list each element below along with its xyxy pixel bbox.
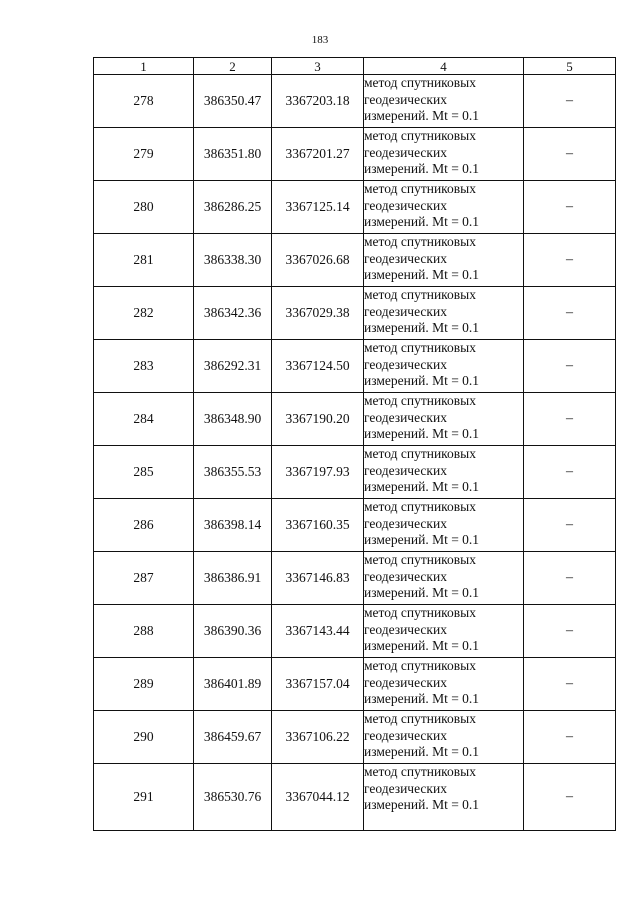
column-5-cell: –	[524, 764, 616, 831]
column-5-cell: –	[524, 75, 616, 128]
column-header: 3	[272, 58, 364, 75]
y-coordinate-cell: 3367029.38	[272, 287, 364, 340]
x-coordinate-cell: 386292.31	[194, 340, 272, 393]
y-coordinate-cell: 3367203.18	[272, 75, 364, 128]
table-row	[94, 658, 616, 711]
method-line: измерений. Mt = 0.1	[364, 214, 480, 229]
method-line: метод спутниковых	[364, 711, 476, 726]
method-cell	[364, 658, 524, 711]
method-line: геодезических	[364, 250, 447, 266]
column-5-cell: –	[524, 234, 616, 287]
point-number-cell: 281	[94, 234, 194, 287]
method-line: метод спутниковых	[364, 181, 476, 196]
method-line: измерений. Mt = 0.1	[364, 744, 480, 759]
method-line: метод спутниковых	[364, 340, 476, 355]
y-coordinate-cell: 3367157.04	[272, 658, 364, 711]
y-coordinate-cell: 3367201.27	[272, 128, 364, 181]
x-coordinate-cell: 386401.89	[194, 658, 272, 711]
y-coordinate-cell: 3367125.14	[272, 181, 364, 234]
method-line: геодезических	[364, 303, 447, 319]
method-line: метод спутниковых	[364, 605, 476, 620]
y-coordinate-cell: 3367160.35	[272, 499, 364, 552]
table-row	[94, 499, 616, 552]
coordinates-table	[93, 57, 616, 831]
method-cell	[364, 605, 524, 658]
method-line: измерений. Mt = 0.1	[364, 638, 480, 653]
point-number-cell: 283	[94, 340, 194, 393]
method-line: измерений. Mt = 0.1	[364, 426, 480, 441]
column-5-cell: –	[524, 446, 616, 499]
x-coordinate-cell: 386530.76	[194, 764, 272, 831]
x-coordinate-cell: 386286.25	[194, 181, 272, 234]
method-line: геодезических	[364, 515, 447, 531]
x-coordinate-cell: 386390.36	[194, 605, 272, 658]
method-line: измерений. Mt = 0.1	[364, 161, 480, 176]
table-header-row	[94, 58, 616, 75]
table-row	[94, 393, 616, 446]
y-coordinate-cell: 3367106.22	[272, 711, 364, 764]
table-row	[94, 764, 616, 831]
method-cell	[364, 552, 524, 605]
method-cell	[364, 75, 524, 128]
point-number-cell: 284	[94, 393, 194, 446]
method-line: измерений. Mt = 0.1	[364, 532, 480, 547]
method-line: геодезических	[364, 674, 447, 690]
y-coordinate-cell: 3367044.12	[272, 764, 364, 831]
point-number-cell: 291	[94, 764, 194, 831]
method-line: метод спутниковых	[364, 446, 476, 461]
y-coordinate-cell: 3367190.20	[272, 393, 364, 446]
method-cell	[364, 128, 524, 181]
y-coordinate-cell: 3367026.68	[272, 234, 364, 287]
y-coordinate-cell: 3367197.93	[272, 446, 364, 499]
point-number-cell: 278	[94, 75, 194, 128]
method-line: измерений. Mt = 0.1	[364, 373, 480, 388]
x-coordinate-cell: 386459.67	[194, 711, 272, 764]
page-number: 183	[311, 34, 329, 46]
y-coordinate-cell: 3367143.44	[272, 605, 364, 658]
method-line: геодезических	[364, 462, 447, 478]
table-row	[94, 552, 616, 605]
method-line: измерений. Mt = 0.1	[364, 320, 480, 335]
method-line: геодезических	[364, 780, 447, 796]
method-line: метод спутниковых	[364, 658, 476, 673]
point-number-cell: 289	[94, 658, 194, 711]
method-line: геодезических	[364, 144, 447, 160]
y-coordinate-cell: 3367146.83	[272, 552, 364, 605]
method-line: измерений. Mt = 0.1	[364, 267, 480, 282]
column-5-cell: –	[524, 499, 616, 552]
method-cell	[364, 393, 524, 446]
column-header: 2	[194, 58, 272, 75]
column-5-cell: –	[524, 181, 616, 234]
method-line: метод спутниковых	[364, 287, 476, 302]
table-row	[94, 234, 616, 287]
x-coordinate-cell: 386386.91	[194, 552, 272, 605]
method-line: измерений. Mt = 0.1	[364, 479, 480, 494]
method-line: геодезических	[364, 621, 447, 637]
column-5-cell: –	[524, 711, 616, 764]
method-line: метод спутниковых	[364, 75, 476, 90]
column-5-cell: –	[524, 605, 616, 658]
point-number-cell: 279	[94, 128, 194, 181]
table-row	[94, 128, 616, 181]
column-5-cell: –	[524, 287, 616, 340]
method-cell	[364, 499, 524, 552]
method-line: измерений. Mt = 0.1	[364, 585, 480, 600]
table-row	[94, 181, 616, 234]
y-coordinate-cell: 3367124.50	[272, 340, 364, 393]
table-row	[94, 711, 616, 764]
method-cell	[364, 446, 524, 499]
point-number-cell: 290	[94, 711, 194, 764]
table-row	[94, 75, 616, 128]
x-coordinate-cell: 386350.47	[194, 75, 272, 128]
x-coordinate-cell: 386348.90	[194, 393, 272, 446]
point-number-cell: 285	[94, 446, 194, 499]
method-cell	[364, 181, 524, 234]
method-line: геодезических	[364, 409, 447, 425]
method-line: метод спутниковых	[364, 128, 476, 143]
method-line: геодезических	[364, 91, 447, 107]
point-number-cell: 286	[94, 499, 194, 552]
method-line: измерений. Mt = 0.1	[364, 108, 480, 123]
column-5-cell: –	[524, 393, 616, 446]
column-header: 5	[524, 58, 616, 75]
table-row	[94, 446, 616, 499]
method-line: метод спутниковых	[364, 393, 476, 408]
table-body	[94, 75, 616, 831]
method-line: геодезических	[364, 727, 447, 743]
table-row	[94, 605, 616, 658]
method-cell	[364, 764, 524, 831]
x-coordinate-cell: 386338.30	[194, 234, 272, 287]
x-coordinate-cell: 386398.14	[194, 499, 272, 552]
point-number-cell: 288	[94, 605, 194, 658]
method-cell	[364, 287, 524, 340]
method-line: геодезических	[364, 568, 447, 584]
method-cell	[364, 234, 524, 287]
column-5-cell: –	[524, 658, 616, 711]
column-header: 4	[364, 58, 524, 75]
x-coordinate-cell: 386355.53	[194, 446, 272, 499]
column-5-cell: –	[524, 340, 616, 393]
point-number-cell: 280	[94, 181, 194, 234]
method-cell	[364, 340, 524, 393]
point-number-cell: 287	[94, 552, 194, 605]
table-row	[94, 340, 616, 393]
method-line: метод спутниковых	[364, 234, 476, 249]
method-cell	[364, 711, 524, 764]
x-coordinate-cell: 386351.80	[194, 128, 272, 181]
point-number-cell: 282	[94, 287, 194, 340]
column-5-cell: –	[524, 552, 616, 605]
method-line: измерений. Mt = 0.1	[364, 797, 480, 812]
method-line: геодезических	[364, 356, 447, 372]
column-5-cell: –	[524, 128, 616, 181]
method-line: метод спутниковых	[364, 764, 476, 779]
x-coordinate-cell: 386342.36	[194, 287, 272, 340]
method-line: геодезических	[364, 197, 447, 213]
method-line: метод спутниковых	[364, 552, 476, 567]
table-row	[94, 287, 616, 340]
method-line: метод спутниковых	[364, 499, 476, 514]
column-header: 1	[94, 58, 194, 75]
method-line: измерений. Mt = 0.1	[364, 691, 480, 706]
